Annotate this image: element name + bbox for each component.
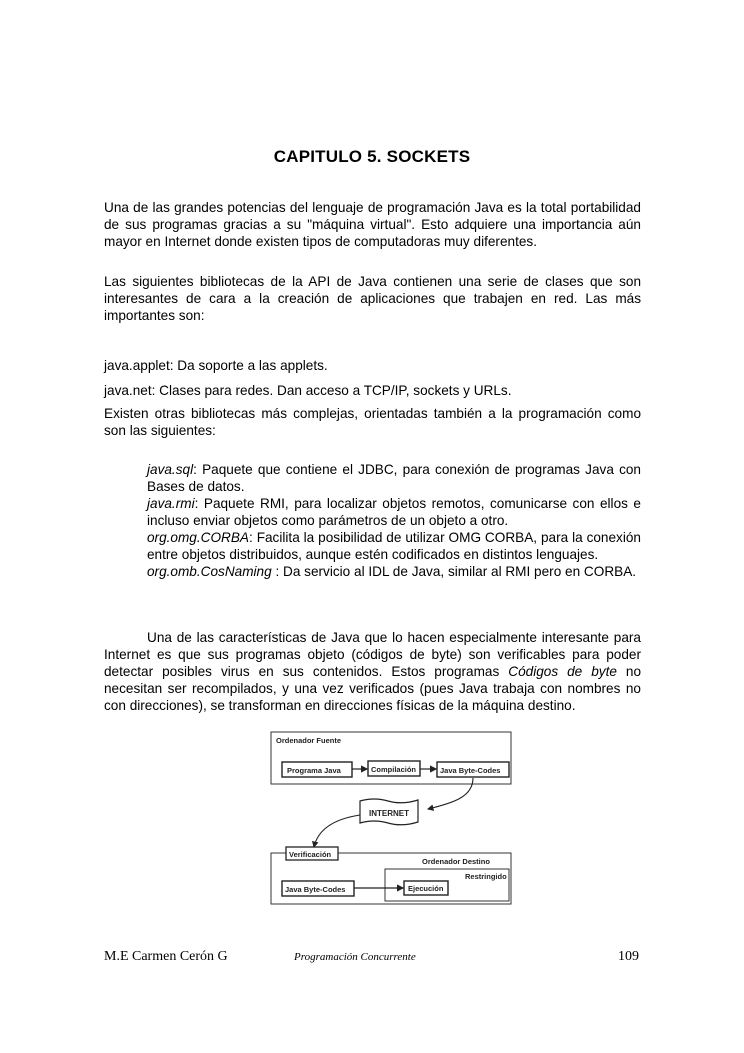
paragraph-text: no necesitan ser recompilados, y una vez verificados (pues Java trabaja con nombres no con direcciones), se transforman en direcciones físicas de la máquina destino. [104, 664, 641, 713]
library-desc: : Da servicio al IDL de Java, similar al RMI pero en CORBA. [271, 564, 637, 579]
bytecodes-dest-label: Java Byte-Codes [285, 885, 346, 894]
bytecode-flow-diagram [268, 729, 514, 907]
paragraph-text: Las siguientes bibliotecas de la API de Java contienen una serie de clases que son interesantes de cara a la creación de aplicaciones que trabajen en red. Las más importantes son: [104, 274, 641, 323]
paragraph-text: Una de las grandes potencias del lenguaje de programación Java es la total portabilidad de sus programas gracias a su "máquina virtual". Esto adquiere una importancia aún mayor en Internet donde existen tipos de computadoras muy diferentes. [104, 200, 641, 249]
library-name: org.omg.CORBA [147, 530, 249, 545]
internet-label: INTERNET [369, 809, 409, 818]
footer-page-number: 109 [618, 949, 639, 964]
footer-author: M.E Carmen Cerón G [104, 949, 228, 964]
library-item-rmi [147, 495, 641, 529]
paragraph-text: java.net: Clases para redes. Dan acceso a TCP/IP, sockets y URLs. [104, 383, 512, 398]
library-desc: : Paquete RMI, para localizar objetos remotos, comunicarse con ellos e incluso enviar objetos como parámetros de un objeto a otro. [147, 496, 641, 528]
paragraph-other-libs [104, 405, 641, 439]
arrow-to-verification [314, 815, 360, 847]
paragraph-applet [104, 357, 641, 374]
paragraph-libraries [104, 273, 641, 324]
paragraph-text: Existen otras bibliotecas más complejas, orientadas también a la programación como son las siguientes: [104, 406, 641, 438]
footer-course: Programación Concurrente [294, 951, 416, 963]
library-item-sql [147, 461, 641, 495]
program-java-label: Programa Java [287, 766, 341, 775]
library-item-cosnaming [147, 563, 641, 580]
compile-label: Compilación [371, 765, 417, 774]
library-name: java.sql [147, 462, 194, 477]
paragraph-text: Una de las características de Java que lo hacen especialmente interesante para Internet es que sus programas objeto (códigos de byte) son verificables para poder detectar posibles virus en sus contenidos. Estos programas [104, 630, 641, 679]
exec-label: Ejecución [408, 884, 444, 893]
library-item-corba [147, 529, 641, 563]
library-name: org.omb.CosNaming [147, 564, 272, 579]
source-computer-label: Ordenador Fuente [276, 736, 342, 745]
library-name: java.rmi [147, 496, 195, 511]
library-list [147, 461, 641, 580]
library-desc: : Paquete que contiene el JDBC, para conexión de programas Java con Bases de datos. [147, 462, 641, 494]
paragraph-text: java.applet: Da soporte a las applets. [104, 358, 328, 373]
paragraph-net [104, 382, 641, 399]
verification-label: Verificación [289, 850, 332, 859]
paragraph-bytecodes [104, 629, 641, 714]
restricted-label: Restringido [465, 872, 507, 881]
paragraph-intro [104, 199, 641, 250]
library-desc: : Facilita la posibilidad de utilizar OMG CORBA, para la conexión entre objetos distribuidos, aunque estén codificados en distintos lenguajes. [147, 530, 641, 562]
bytecodes-label: Java Byte-Codes [440, 766, 501, 775]
destination-computer-label: Ordenador Destino [422, 857, 490, 866]
chapter-title: CAPITULO 5. SOCKETS [273, 147, 471, 166]
paragraph-italic: Códigos de byte [508, 664, 617, 679]
